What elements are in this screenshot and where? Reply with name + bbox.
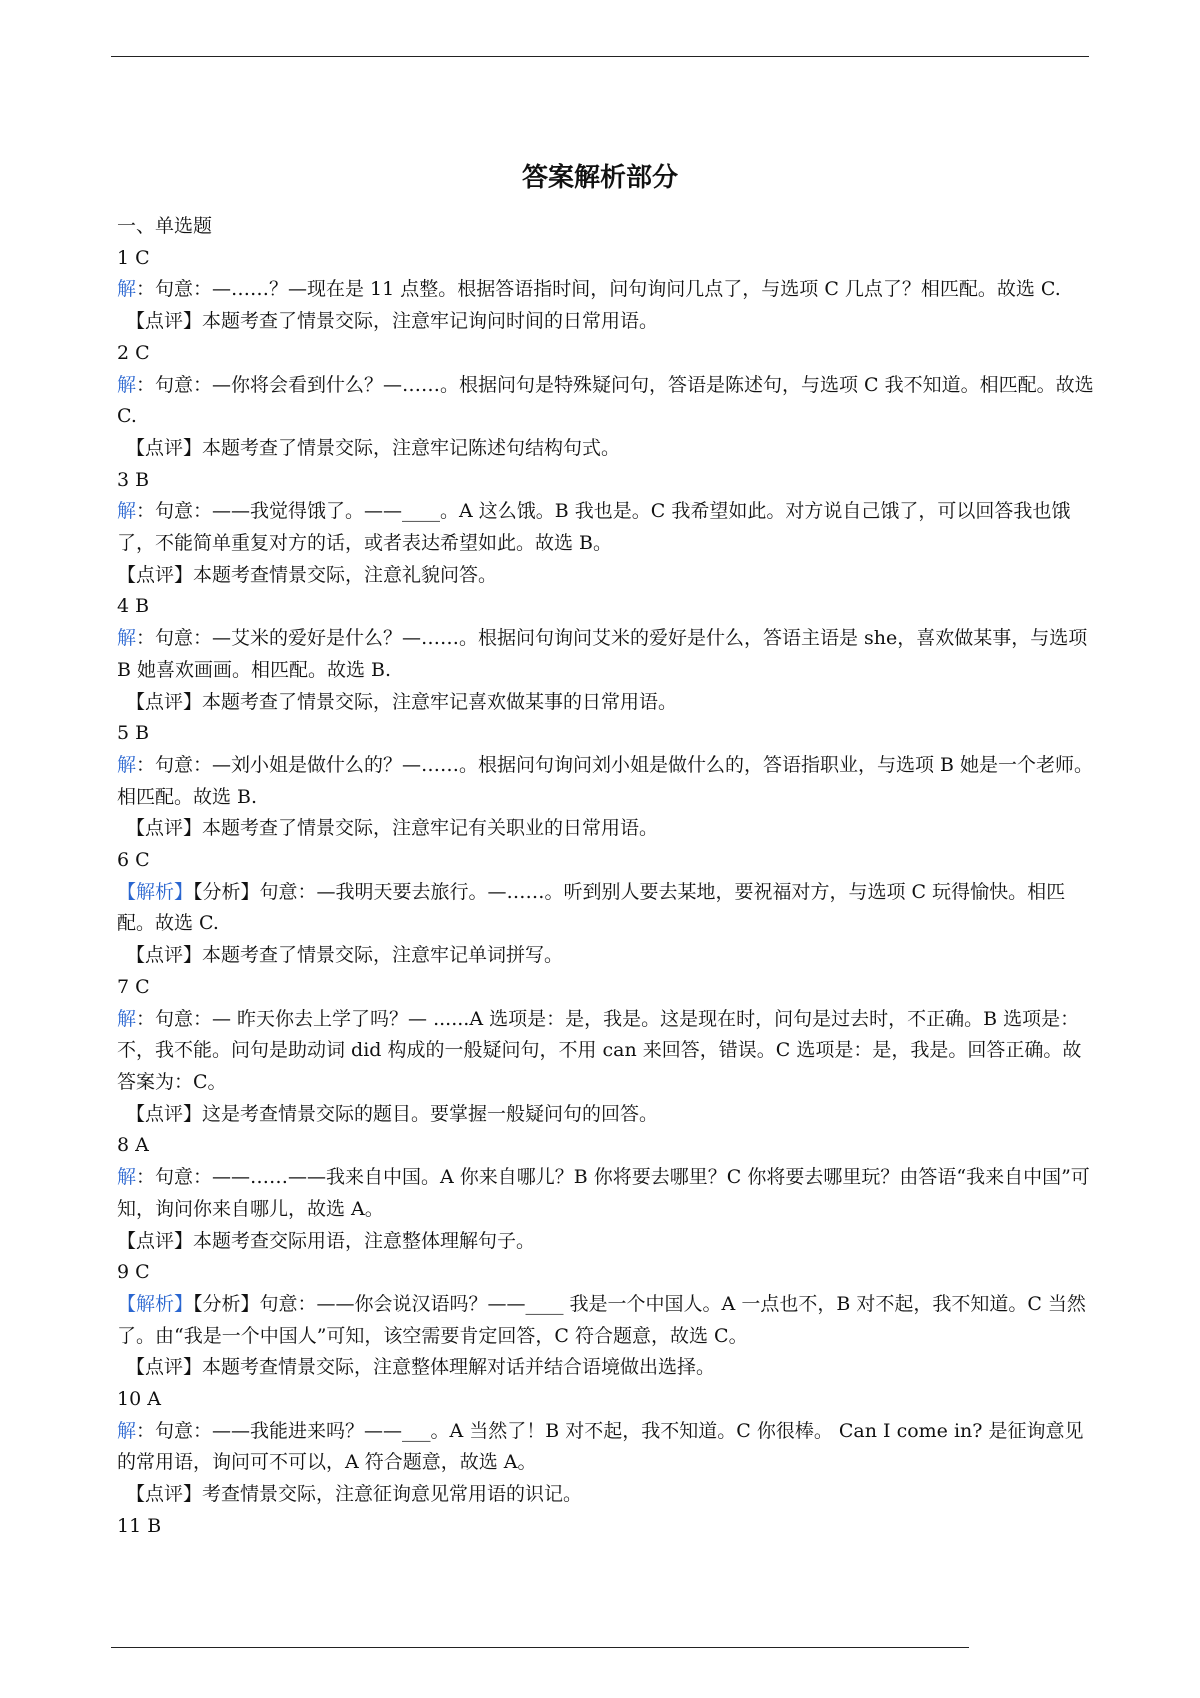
answer-line: 2 C <box>117 341 150 364</box>
comment: 【点评】本题考查了情景交际，注意牢记有关职业的日常用语。 <box>126 817 659 840</box>
explanation-label: 解 <box>117 627 137 650</box>
explanation-text: ：句意：— 昨天你去上学了吗？— ......A 选项是：是，我是。这是现在时，问句是过去时，不正确。B 选项是：不，我不能。问句是助动词 did 构成的一般疑问句，不用 can 来回答，错误。C 选项是：是，我是。回答正确。故答案为：C。 <box>117 1007 1082 1093</box>
explanation-text: ：句意：——……——我来自中国。A 你来自哪儿？B 你将要去哪里？C 你将要去哪里玩？由答语“我来自中国”可知，询问你来自哪儿，故选 A。 <box>117 1166 1090 1220</box>
explanation-text: ：句意：—你将会看到什么？—……。根据问句是特殊疑问句，答语是陈述句，与选项 C 我不知道。相匹配。故选 C. <box>117 373 1094 428</box>
explanation <box>117 1004 1099 1099</box>
answer-line: 3 B <box>117 468 150 491</box>
explanation-text: 【分析】句意：——你会说汉语吗？——____ 我是一个中国人。A 一点也不，B 对不起，我不知道。C 当然了。由“我是一个中国人”可知，该空需要肯定回答，C 符合题意，故选 C。 <box>117 1292 1086 1347</box>
explanation-label: 【解析】 <box>117 880 194 903</box>
answer-line: 8 A <box>117 1134 149 1157</box>
explanation-label: 【解析】 <box>117 1292 194 1315</box>
comment: 【点评】本题考查情景交际，注意礼貌问答。 <box>117 563 498 586</box>
answer-line: 10 A <box>117 1388 161 1411</box>
footer-rule <box>111 1647 969 1648</box>
explanation-text: ：句意：—……？—现在是 11 点整。根据答语指时间，问句询问几点了，与选项 C 几点了？相匹配。故选 C. <box>136 278 1061 301</box>
explanation-text: ：句意：—刘小姐是做什么的？—……。根据问句询问刘小姐是做什么的，答语指职业，与选项 B 她是一个老师。相匹配。故选 B. <box>117 753 1094 808</box>
explanation-label: 解 <box>117 1007 137 1030</box>
explanation <box>117 877 1099 940</box>
explanation <box>117 370 1099 433</box>
explanation-label: 解 <box>117 373 137 396</box>
comment: 【点评】这是考查情景交际的题目。要掌握一般疑问句的回答。 <box>126 1102 659 1125</box>
explanation-label: 解 <box>117 1166 137 1189</box>
explanation-label: 解 <box>117 753 137 776</box>
explanation-label: 解 <box>117 1419 137 1442</box>
answer-line: 5 B <box>117 722 150 745</box>
explanation-text: 【分析】句意：—我明天要去旅行。—……。听到别人要去某地，要祝福对方，与选项 C 玩得愉快。相匹配。故选 C. <box>117 880 1066 935</box>
explanation <box>117 1289 1099 1352</box>
answer-content <box>117 211 1099 1543</box>
comment: 【点评】本题考查了情景交际，注意牢记询问时间的日常用语。 <box>126 310 659 333</box>
comment: 【点评】本题考查了情景交际，注意牢记喜欢做某事的日常用语。 <box>126 690 678 713</box>
explanation-label: 解 <box>117 500 137 523</box>
answer-line: 9 C <box>117 1261 150 1284</box>
explanation <box>117 1416 1099 1479</box>
answer-line: 11 B <box>117 1514 162 1537</box>
comment: 【点评】本题考查了情景交际，注意牢记陈述句结构句式。 <box>126 436 621 459</box>
explanation <box>117 496 1099 559</box>
explanation <box>117 274 1099 306</box>
explanation <box>117 750 1099 813</box>
comment: 【点评】本题考查情景交际，注意整体理解对话并结合语境做出选择。 <box>126 1356 716 1379</box>
page-title: 答案解析部分 <box>521 163 678 193</box>
explanation <box>117 1162 1099 1225</box>
explanation-text: ：句意：—艾米的爱好是什么？—……。根据问句询问艾米的爱好是什么，答语主语是 she，喜欢做某事，与选项 B 她喜欢画画。相匹配。故选 B. <box>117 627 1088 681</box>
section-heading: 一、单选题 <box>117 215 213 237</box>
explanation-label: 解 <box>117 278 137 301</box>
answer-line: 1 C <box>117 246 150 269</box>
explanation <box>117 623 1099 686</box>
comment: 【点评】本题考查了情景交际，注意牢记单词拼写。 <box>126 944 564 967</box>
answer-line: 6 C <box>117 849 150 872</box>
header-rule <box>111 56 1089 57</box>
explanation-text: ：句意：——我觉得饿了。——____。A 这么饿。B 我也是。C 我希望如此。对方说自己饿了，可以回答我也饿了，不能简单重复对方的话，或者表达希望如此。故选 B。 <box>117 500 1071 555</box>
answer-line: 7 C <box>117 975 150 998</box>
comment: 【点评】本题考查交际用语，注意整体理解句子。 <box>117 1229 536 1252</box>
explanation-text: ：句意：——我能进来吗？——___。A 当然了！B 对不起，我不知道。C 你很棒。 Can I come in? 是征询意见的常用语，询问可不可以，A 符合题意，故选 A。 <box>117 1419 1084 1474</box>
comment: 【点评】考查情景交际，注意征询意见常用语的识记。 <box>126 1483 583 1506</box>
answer-line: 4 B <box>117 595 150 618</box>
